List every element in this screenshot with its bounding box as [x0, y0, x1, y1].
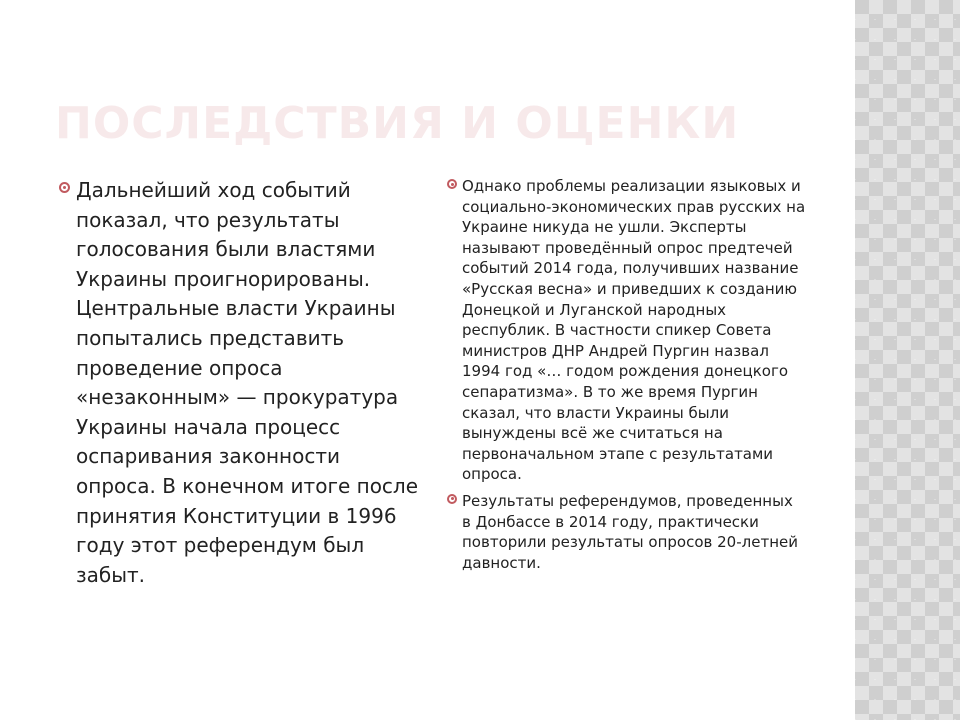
circle-dot-bullet-icon — [59, 182, 70, 193]
left-content-column — [58, 176, 418, 590]
right-bullet-item — [446, 176, 806, 485]
right-content-column — [446, 176, 806, 573]
decorative-side-pattern — [855, 0, 960, 720]
circle-dot-bullet-icon — [447, 179, 457, 189]
right-bullet-item — [446, 491, 806, 573]
left-bullet-text: Дальнейший ход событий показал, что результаты голосования были властями Украины проигнорированы. Центральные власти Украины попытались представить проведение опроса «незаконным» — прокуратура Украины начала процесс оспаривания законности опроса. В конечном итоге после принятия Конституции в 1996 году этот референдум был забыт. — [76, 178, 419, 587]
left-bullet-item — [58, 176, 418, 590]
circle-dot-bullet-icon — [447, 494, 457, 504]
right-bullet-text: Результаты референдумов, проведенных в Донбассе в 2014 году, практически повторили результаты опросов 20-летней давности. — [462, 491, 798, 572]
right-bullet-text: Однако проблемы реализации языковых и социально-экономических прав русских на Украине никуда не ушли. Эксперты называют проведённый опрос предтечей событий 2014 года, получивших название «Русская весна» и приведших к созданию Донецкой и Луганской народных республик. В частности спикер Совета министров ДНР Андрей Пургин назвал 1994 год «… годом рождения донецкого сепаратизма». В то же время Пургин сказал, что власти Украины были вынуждены всё же считаться на первоначальном этапе с результатами опроса. — [462, 177, 806, 484]
slide-title: ПОСЛЕДСТВИЯ И ОЦЕНКИ — [55, 98, 740, 149]
